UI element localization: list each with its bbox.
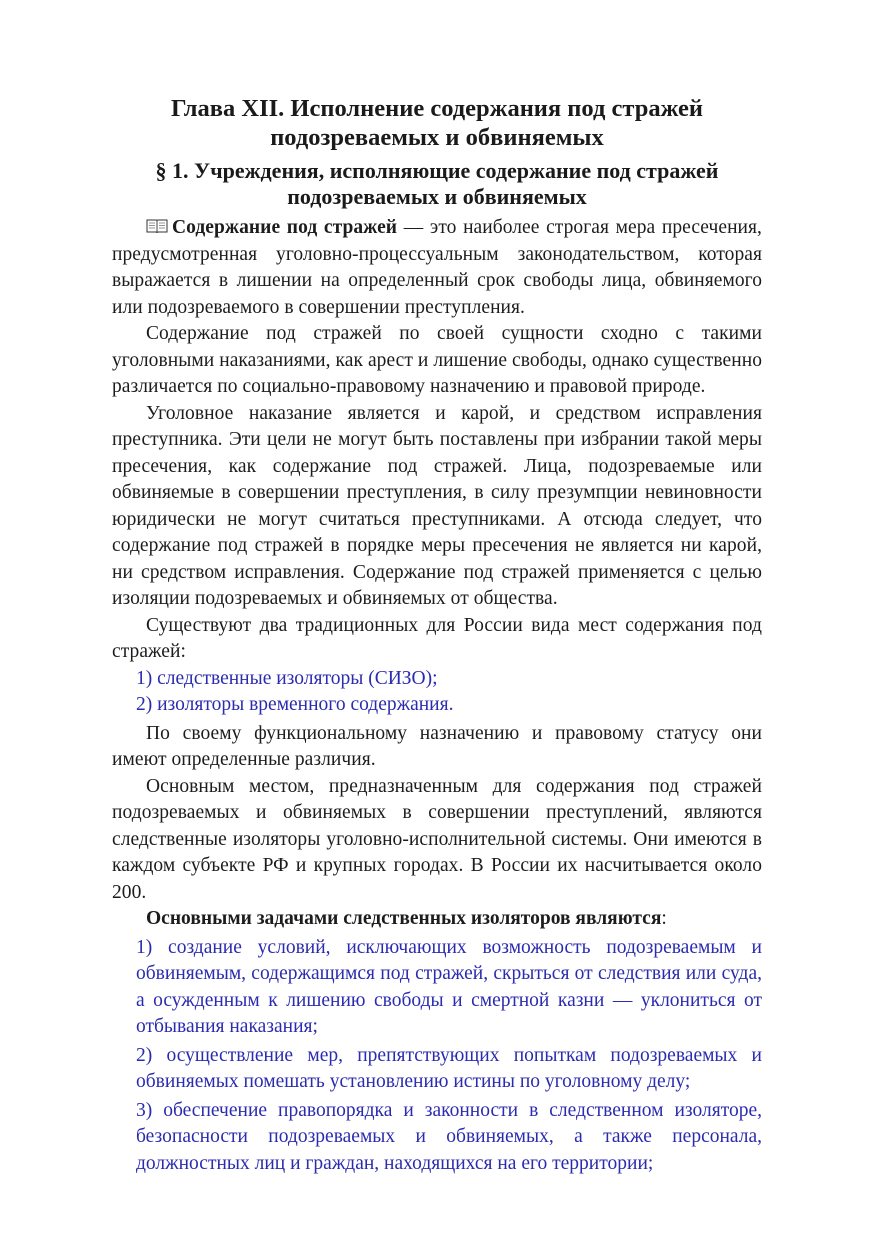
paragraph-nature: Содержание под стражей по своей сущности сходно с такими уголовными наказаниями, как арест и лишение свободы, однако существенно различается по социально-правовому назначению и правовой природе. [112,323,762,397]
open-book-icon [146,218,168,234]
chapter-title-line-2: подозреваемых и обвиняемых [270,124,604,151]
tasks-list [112,935,762,1178]
paragraph-sizo: Основным местом, предназначенным для содержания под стражей подозреваемых и обвиняемых в совершении преступлений, являются следственные изоляторы уголовно-исполнительной системы. Они имеются в каждом субъекте РФ и крупных городах. В России их насчитывается около 200. [112,775,762,903]
paragraph-places-intro: Существуют два традиционных для России вида мест содержания под стражей: [112,614,762,662]
paragraph-punishment: Уголовное наказание является и карой, и средством исправления преступника. Эти цели не могут быть поставлены при избрании такой меры пресечения, как содержание под стражей. Лица, подозреваемые или обвиняемые в совершении преступления, в силу презумпции невиновности юридически не могут считаться преступниками. А отсюда следует, что содержание под стражей в порядке меры пресечения не является ни карой, ни средством исправления. Содержание под стражей применяется с целью изоляции подозреваемых и обвиняемых от общества. [112,402,762,609]
list-item: 2) изоляторы временного содержания. [136,694,454,715]
defined-term: Содержание под стражей [172,217,398,238]
tasks-heading-colon: : [661,908,667,929]
definition-text: — это наиболее строгая мера пресечения, предусмотренная уголовно-процессуальным законодательством, которая выражается в лишении на определенный срок свободы лица, обвиняемого или подозреваемого в совершении преступления. [112,217,762,318]
document-page [112,94,762,1177]
places-list [112,666,762,719]
paragraph-differences: По своему функциональному назначению и правовому статусу они имеют определенные различия. [112,722,762,770]
tasks-heading [112,906,762,933]
list-item: 1) создание условий, исключающих возможность подозреваемым и обвиняемым, содержащимся под стражей, скрыться от следствия или суда, а осужденным к лишению свободы и смертной казни — уклониться от отбывания наказания; [136,936,762,1037]
chapter-title-line-1: Глава XII. Исполнение содержания под стражей [170,95,703,122]
list-item: 2) осуществление мер, препятствующих попыткам подозреваемых и обвиняемых помешать установлению истины по уголовному делу; [136,1044,762,1092]
definition-paragraph [112,215,762,321]
list-item: 1) следственные изоляторы (СИЗО); [136,667,438,689]
section-title [112,158,762,210]
section-title-line-1: § 1. Учреждения, исполняющие содержание под стражей [155,158,719,183]
list-item: 3) обеспечение правопорядка и законности в следственном изоляторе, безопасности подозреваемых и обвиняемых, а также персонала, должностных лиц и граждан, находящихся на его территории; [136,1099,762,1174]
tasks-heading-text: Основными задачами следственных изоляторов являются [146,908,662,929]
chapter-title [112,94,762,152]
section-title-line-2: подозреваемых и обвиняемых [287,184,587,209]
